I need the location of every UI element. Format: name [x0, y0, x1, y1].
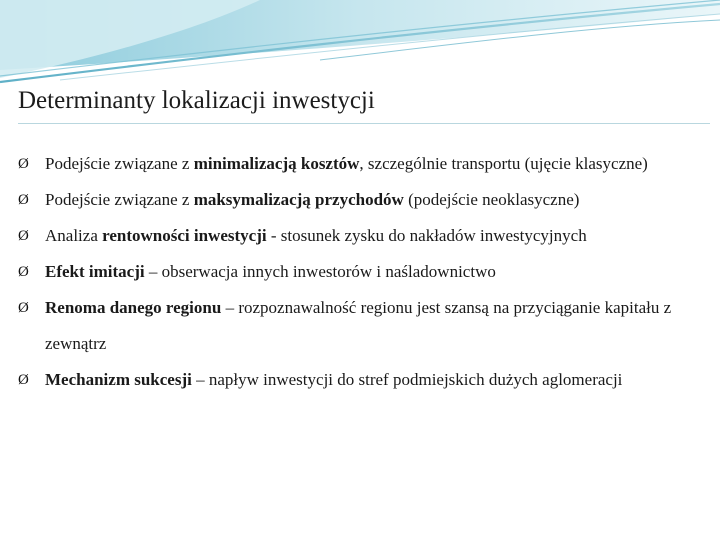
bullet-text: - stosunek zysku do nakładów inwestycyjnych	[266, 226, 587, 245]
bullet-list	[18, 146, 698, 398]
bullet-text: – obserwacja innych inwestorów i naśladownictwo	[144, 262, 496, 281]
bullet-item	[18, 218, 698, 254]
bullet-arrow-icon: Ø	[18, 300, 29, 316]
bullet-text: , szczególnie transportu (ujęcie klasyczne)	[359, 154, 648, 173]
bullet-item	[18, 254, 698, 290]
title-divider	[18, 123, 710, 124]
bullet-text: Analiza	[45, 226, 103, 245]
bullet-arrow-icon: Ø	[18, 264, 29, 280]
bullet-emphasis: rentowności inwestycji	[102, 226, 267, 245]
bullet-item	[18, 362, 698, 398]
bullet-emphasis: Renoma danego regionu	[45, 298, 222, 317]
bullet-text: Podejście związane z	[45, 154, 194, 173]
bullet-arrow-icon: Ø	[18, 156, 29, 172]
bullet-emphasis: maksymalizacją przychodów	[193, 190, 404, 209]
bullet-arrow-icon: Ø	[18, 192, 29, 208]
bullet-text: – rozpoznawalność regionu jest szansą na przyciąganie kapitału z zewnątrz	[45, 298, 672, 353]
bullet-item	[18, 146, 698, 182]
slide-title: Determinanty lokalizacji inwestycji	[18, 87, 375, 114]
bullet-arrow-icon: Ø	[18, 228, 29, 244]
bullet-item	[18, 182, 698, 218]
bullet-emphasis: minimalizacją kosztów	[193, 154, 360, 173]
bullet-arrow-icon: Ø	[18, 372, 29, 388]
bullet-text: – napływ inwestycji do stref podmiejskich dużych aglomeracji	[191, 370, 623, 389]
bullet-text: Podejście związane z	[45, 190, 194, 209]
bullet-emphasis: Efekt imitacji	[45, 262, 145, 281]
bullet-emphasis: Mechanizm sukcesji	[45, 370, 192, 389]
bullet-text: (podejście neoklasyczne)	[403, 190, 580, 209]
bullet-item	[18, 290, 698, 362]
